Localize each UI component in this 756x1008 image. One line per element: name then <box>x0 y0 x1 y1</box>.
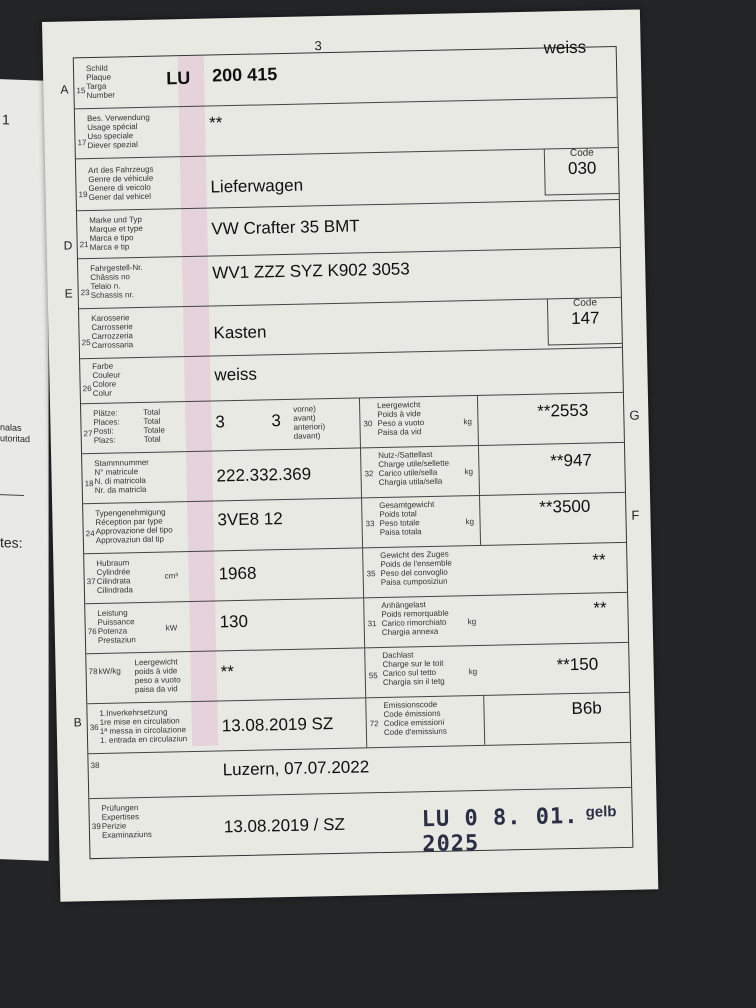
inspection-stamp: LU 0 8. 01. 2025 <box>421 803 579 858</box>
total-weight-value: **3500 <box>539 496 591 517</box>
column-divider <box>477 395 479 445</box>
roof-load-value: **150 <box>556 654 599 675</box>
column-divider <box>479 495 481 545</box>
column-divider <box>360 447 362 497</box>
field-number: 76 <box>87 626 97 637</box>
unit-kw: kW <box>165 623 178 633</box>
make-model-label: Marke und Typ Marque et type Marca e tipo Marca e tip <box>89 214 143 253</box>
matriculation-label: Stammnummer N° matricule N. di matricola Nr. da matricla <box>94 457 150 495</box>
unit-kg: kg <box>468 667 478 677</box>
field-number: 78 <box>88 666 98 677</box>
kw-per-kg-value: ** <box>220 662 235 682</box>
trailer-load-label: Anhängelast Poids remorquable Carico rimorchiato Chargia annexa <box>381 600 449 638</box>
kw-per-kg-label: Leergewicht poids à vide peso a vuoto paisa da vid <box>134 657 181 695</box>
field-number: 15 <box>76 86 86 96</box>
page-number: 3 <box>314 38 322 54</box>
side-letter-f: F <box>631 507 640 523</box>
type-approval-label: Typengenehmigung Réception par type Approvazione del tipo Approvaziun dal tip <box>95 507 173 545</box>
payload-value: **947 <box>550 450 593 471</box>
left-page-number: 1 <box>2 111 10 128</box>
emission-code-value: B6b <box>571 698 602 719</box>
side-letter-e: E <box>64 286 73 301</box>
field-number: 27 <box>83 429 93 439</box>
vehicle-registration-document <box>42 9 658 901</box>
unit-kg: kg <box>465 517 475 527</box>
code-label: Code <box>569 147 594 159</box>
field-number: 19 <box>78 190 88 200</box>
row-inspections <box>89 787 632 858</box>
unit-kg: kg <box>464 467 474 477</box>
total-weight-label: Gesamtgewicht Poids total Peso totale Paisa totala <box>379 499 435 538</box>
type-approval-value: 3VE8 12 <box>217 509 283 530</box>
field-number: 38 <box>90 760 100 771</box>
curb-weight-label: Leergewicht Poids à vide Peso a vuoto Paisa da vid <box>377 400 425 438</box>
inspections-value: 13.08.2019 / SZ <box>223 814 346 837</box>
field-number: 35 <box>366 569 376 579</box>
field-number: 17 <box>77 138 87 148</box>
body-value: Kasten <box>213 322 267 343</box>
field-number: 32 <box>364 469 374 479</box>
body-code-box <box>547 297 623 346</box>
unit-cm3: cm³ <box>164 571 179 581</box>
vehicle-type-code: 030 <box>567 158 597 179</box>
seats-front-value: 3 <box>271 411 282 431</box>
train-weight-value: ** <box>592 550 606 570</box>
color-label: Farbe Couleur Colore Colur <box>92 361 121 399</box>
column-divider <box>361 497 363 547</box>
field-number: 18 <box>84 479 94 489</box>
plate-color: weiss <box>543 37 587 58</box>
color-value: weiss <box>214 364 258 385</box>
field-number: 26 <box>82 384 92 394</box>
code-label: Code <box>572 297 598 309</box>
left-page-rule <box>0 494 24 496</box>
seats-total-label: Total Total Totale Total <box>143 407 166 444</box>
trailer-load-value: ** <box>593 598 607 618</box>
plate-canton: LU <box>165 67 191 89</box>
field-number: 23 <box>80 288 90 298</box>
seats-front-label: vorne) avant) anteriori) davant) <box>293 404 326 441</box>
side-letter-a: A <box>60 82 69 97</box>
special-use-label: Bes. Verwendung Usage spécial Uso speciale Diever spezial <box>86 112 150 151</box>
field-number: 25 <box>81 338 91 348</box>
body-code: 147 <box>570 308 600 328</box>
registration-form <box>60 37 640 859</box>
unit-kg: kg <box>463 417 473 427</box>
power-value: 130 <box>219 611 249 632</box>
displacement-label: Hubraum Cylindrée Cilindrata Cilindrada <box>96 558 134 595</box>
side-letter-d: D <box>63 238 73 253</box>
displacement-value: 1968 <box>218 563 257 584</box>
column-divider <box>363 597 365 647</box>
plate-label: Schild Plaque Targa Number <box>85 63 116 101</box>
field-number: 24 <box>85 529 95 539</box>
chassis-value: WV1 ZZZ SYZ K902 3053 <box>212 259 410 283</box>
plate-number: 200 415 <box>211 64 278 86</box>
column-divider <box>362 547 364 597</box>
column-divider <box>364 647 366 697</box>
unit-kg: kg <box>467 617 477 627</box>
field-number: 72 <box>369 719 379 729</box>
left-page-text: tes: <box>0 534 23 551</box>
side-letter-g: G <box>629 407 640 423</box>
place-date-value: Luzern, 07.07.2022 <box>222 757 370 780</box>
matriculation-value: 222.332.369 <box>216 464 312 486</box>
column-divider <box>478 445 480 495</box>
field-number: 30 <box>363 419 373 429</box>
vehicle-type-label: Art des Fahrzeugs Genre de véhicule Genere di veicolo Gener dal vehicel <box>88 164 154 203</box>
field-number: 37 <box>86 577 96 587</box>
vehicle-type-code-box <box>544 147 620 196</box>
power-label: Leistung Puissance Potenza Prestaziun <box>97 608 136 645</box>
curb-weight-value: **2553 <box>537 400 589 421</box>
column-divider <box>483 695 485 745</box>
payload-label: Nutz-/Sattellast Charge utile/sellette Carico utile/sella Chargia utila/sella <box>378 449 450 488</box>
first-registration-value: 13.08.2019 SZ <box>221 714 334 736</box>
field-number: 39 <box>91 821 101 832</box>
emission-code-label: Emissionscode Code émissions Codice emissioni Code d'emissiuns <box>383 699 447 737</box>
inspections-label: Prüfungen Expertises Perizie Examinaziuns <box>101 803 152 840</box>
stamp-mark: gelb <box>585 803 617 821</box>
seats-label: Plätze: Places: Posti: Plazs: <box>93 408 120 446</box>
field-number: 31 <box>367 619 377 629</box>
field-number: 55 <box>368 671 378 681</box>
unit-kw-per-kg: kW/kg <box>98 666 121 676</box>
field-number: 33 <box>365 519 375 529</box>
train-weight-label: Gewicht des Zuges Poids de l'ensemble Peso del convoglio Paisa cumposiziun <box>380 549 452 588</box>
vehicle-type-value: Lieferwagen <box>210 175 304 197</box>
roof-load-label: Dachlast Charge sur le toit Carico sul tetto Chargia sin il tetg <box>382 650 445 688</box>
side-letter-b: B <box>73 715 82 730</box>
make-model-value: VW Crafter 35 BMT <box>211 216 360 239</box>
left-page-text: nalas <box>0 422 22 433</box>
field-number: 36 <box>89 722 99 733</box>
column-divider <box>359 397 361 447</box>
chassis-label: Fahrgestell-Nr. Châssis no Telaio n. Schassis nr. <box>90 262 143 301</box>
left-page-text: utoritad <box>0 433 31 445</box>
left-page-edge <box>0 79 49 861</box>
field-number: 21 <box>79 240 89 250</box>
first-registration-label: 1.Inverkehrsetzung 1re mise en circulation 1ª messa in circolazione 1. entrada en circulaziun <box>99 707 188 745</box>
seats-value: 3 <box>215 412 226 432</box>
body-label: Karosserie Carrosserie Carrozzeria Carrossaria <box>91 313 134 351</box>
column-divider <box>365 697 367 747</box>
special-use-value: ** <box>208 113 223 133</box>
